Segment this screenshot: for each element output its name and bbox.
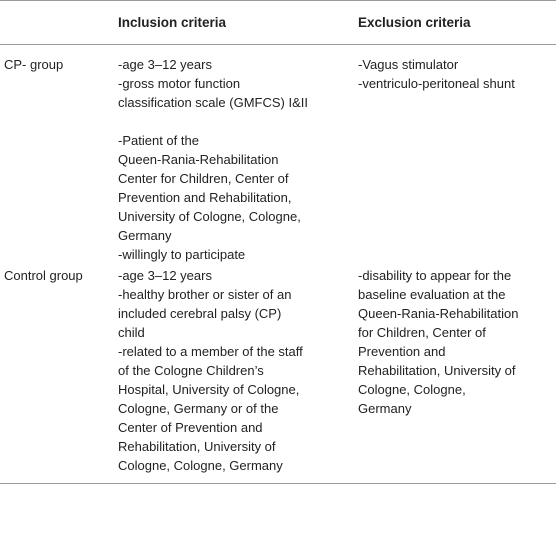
cp-exclusion-line: -Vagus stimulator bbox=[358, 57, 459, 72]
control-exclusion-line: Cologne, Cologne, bbox=[358, 382, 466, 397]
control-inclusion-line: -healthy brother or sister of an bbox=[118, 287, 292, 302]
table-header-row bbox=[0, 1, 556, 45]
table-row-control-group bbox=[0, 266, 556, 484]
cp-exclusion-cell bbox=[358, 45, 556, 267]
cp-inclusion-line: -age 3–12 years bbox=[118, 57, 212, 72]
control-inclusion-line: Cologne, Germany or of the bbox=[118, 401, 279, 416]
cp-inclusion-line: Germany bbox=[118, 228, 172, 243]
control-exclusion-line: -disability to appear for the bbox=[358, 268, 512, 283]
cp-inclusion-cell bbox=[118, 45, 358, 267]
cp-inclusion-line: Prevention and Rehabilitation, bbox=[118, 190, 292, 205]
table-row-cp-group bbox=[0, 45, 556, 267]
header-inclusion-criteria: Inclusion criteria bbox=[118, 1, 358, 45]
control-inclusion-line: Rehabilitation, University of bbox=[118, 439, 276, 454]
cp-inclusion-line: -willingly to participate bbox=[118, 247, 246, 262]
control-inclusion-line: Cologne, Cologne, Germany bbox=[118, 458, 283, 473]
control-inclusion-line: of the Cologne Children’s bbox=[118, 363, 264, 378]
control-inclusion-line: -age 3–12 years bbox=[118, 268, 212, 283]
cp-inclusion-line: Queen-Rania-Rehabilitation bbox=[118, 152, 279, 167]
control-inclusion-line: child bbox=[118, 325, 145, 340]
group-label-cp: CP- group bbox=[4, 57, 64, 72]
control-exclusion-line: Queen-Rania-Rehabilitation bbox=[358, 306, 519, 321]
control-exclusion-line: baseline evaluation at the bbox=[358, 287, 506, 302]
group-label-control: Control group bbox=[4, 268, 83, 283]
control-inclusion-cell bbox=[118, 266, 358, 484]
control-exclusion-cell bbox=[358, 266, 556, 484]
header-group bbox=[0, 1, 118, 45]
control-exclusion-line: Prevention and bbox=[358, 344, 446, 359]
control-inclusion-line: included cerebral palsy (CP) bbox=[118, 306, 282, 321]
control-exclusion-line: Rehabilitation, University of bbox=[358, 363, 516, 378]
cp-inclusion-line: Center for Children, Center of bbox=[118, 171, 289, 186]
control-inclusion-line: Hospital, University of Cologne, bbox=[118, 382, 300, 397]
cp-inclusion-line: University of Cologne, Cologne, bbox=[118, 209, 301, 224]
cp-inclusion-spacer bbox=[118, 112, 358, 131]
control-exclusion-line: Germany bbox=[358, 401, 412, 416]
control-exclusion-line: for Children, Center of bbox=[358, 325, 486, 340]
cp-inclusion-line: -Patient of the bbox=[118, 133, 199, 148]
header-exclusion-criteria: Exclusion criteria bbox=[358, 1, 556, 45]
cp-inclusion-line: -gross motor function bbox=[118, 76, 241, 91]
control-inclusion-line: Center of Prevention and bbox=[118, 420, 263, 435]
control-inclusion-line: -related to a member of the staff bbox=[118, 344, 303, 359]
cp-exclusion-line: -ventriculo-peritoneal shunt bbox=[358, 76, 515, 91]
cp-inclusion-line: classification scale (GMFCS) I&II bbox=[118, 95, 308, 110]
